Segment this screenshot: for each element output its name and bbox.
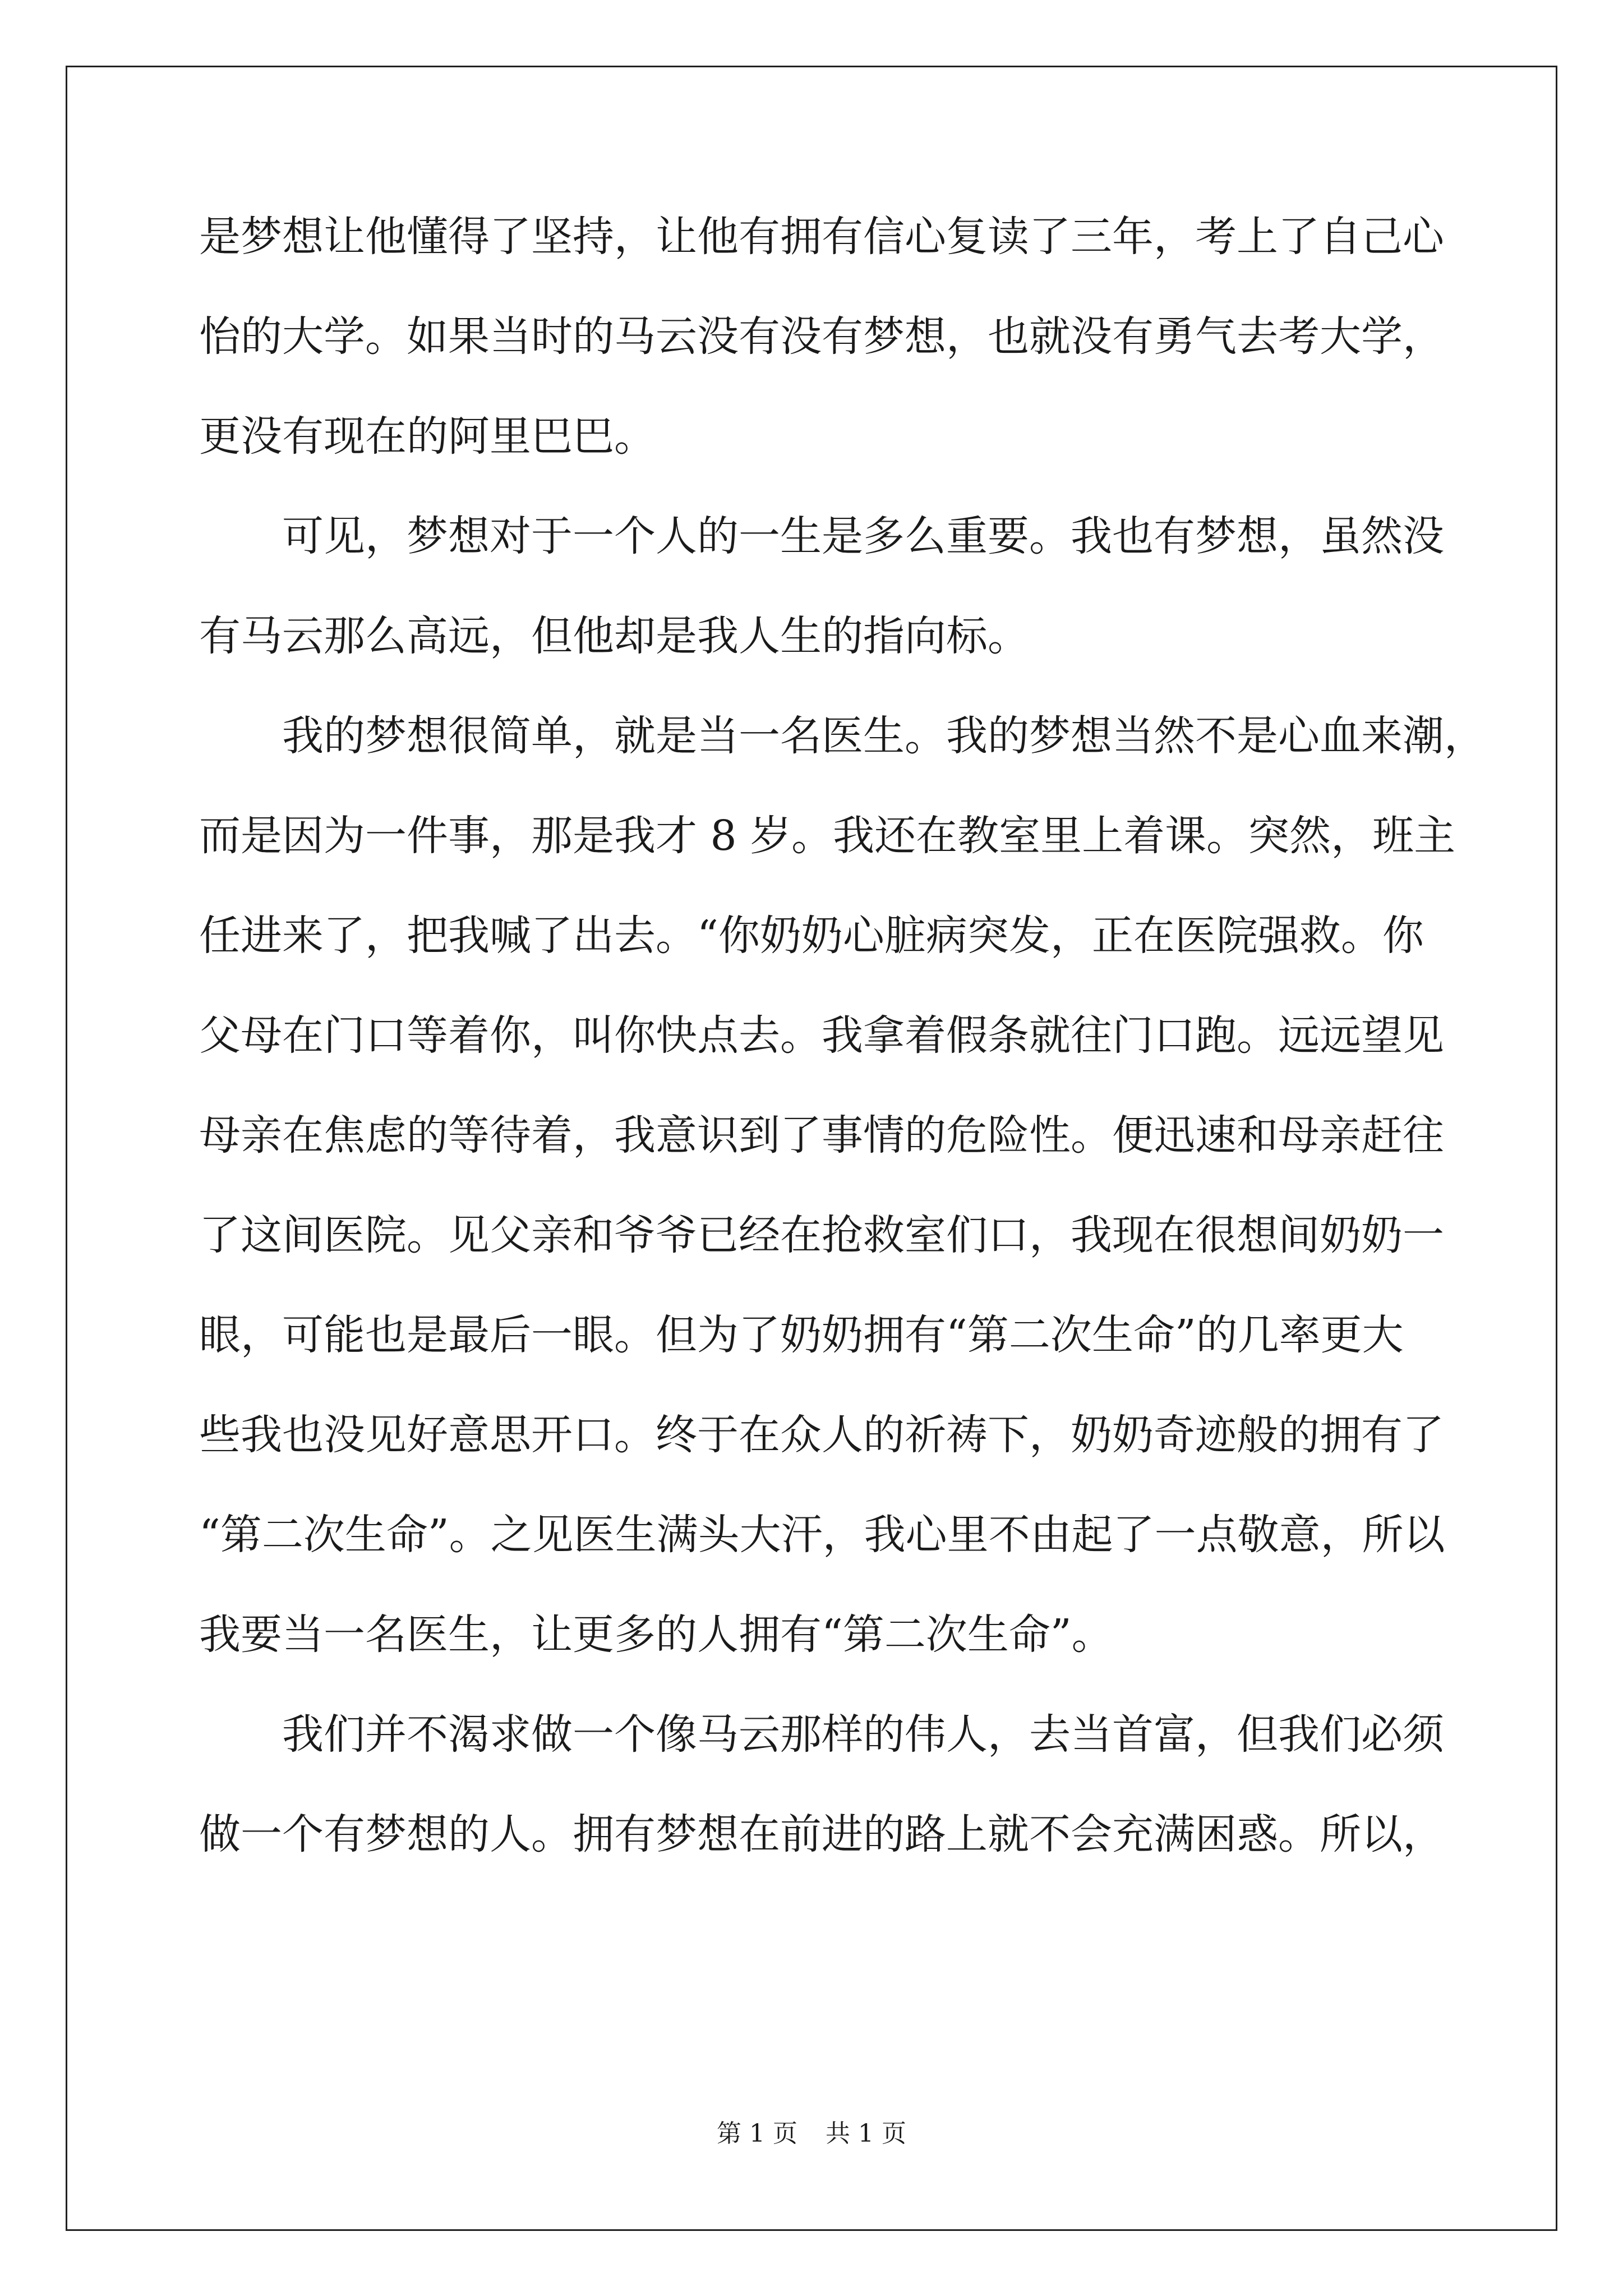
- text-line-17: 做一个有梦想的人。拥有梦想在前进的路上就不会充满困惑。所以，: [199, 1810, 1444, 1858]
- text-line-7: 而是因为一件事，那是我才 8 岁。我还在教室里上着课。突然，班主: [199, 812, 1456, 860]
- text-line-4: 可见，梦想对于一个人的一生是多么重要。我也有梦想，虽然没: [282, 512, 1444, 560]
- document-body: [199, 213, 1486, 1913]
- text-line-11: 了这间医院。见父亲和爷爷已经在抢救室们口，我现在很想间奶奶一: [199, 1211, 1444, 1259]
- text-line-2: 怡的大学。如果当时的马云没有没有梦想，也就没有勇气去考大学，: [199, 312, 1444, 361]
- total-pages: 共 1 页: [826, 2119, 906, 2148]
- text-line-13: 些我也没见好意思开口。终于在众人的祈祷下，奶奶奇迹般的拥有了: [199, 1411, 1444, 1459]
- page-footer: [0, 2119, 1623, 2148]
- text-line-3: 更没有现在的阿里巴巴。: [199, 412, 656, 461]
- text-line-16: 我们并不渴求做一个像马云那样的伟人，去当首富，但我们必须: [282, 1710, 1444, 1759]
- current-page-number: 第 1 页: [717, 2119, 797, 2148]
- text-line-9: 父母在门口等着你，叫你快点去。我拿着假条就往门口跑。远远望见: [199, 1011, 1444, 1060]
- text-line-1: 是梦想让他懂得了坚持，让他有拥有信心复读了三年，考上了自己心: [199, 213, 1444, 261]
- text-line-6: 我的梦想很简单，就是当一名医生。我的梦想当然不是心血来潮，: [282, 712, 1486, 760]
- text-line-12: 眼，可能也是最后一眼。但为了奶奶拥有“第二次生命”的几率更大: [199, 1311, 1404, 1359]
- text-line-15: 我要当一名医生，让更多的人拥有“第二次生命”。: [199, 1611, 1113, 1659]
- text-line-14: “第二次生命”。之见医生满头大汗，我心里不由起了一点敬意，所以: [199, 1511, 1445, 1559]
- text-line-5: 有马云那么高远，但他却是我人生的指向标。: [199, 612, 1029, 660]
- text-line-10: 母亲在焦虑的等待着，我意识到了事情的危险性。便迅速和母亲赶往: [199, 1111, 1444, 1159]
- text-line-8: 任进来了，把我喊了出去。“你奶奶心脏病突发，正在医院强救。你: [199, 912, 1424, 960]
